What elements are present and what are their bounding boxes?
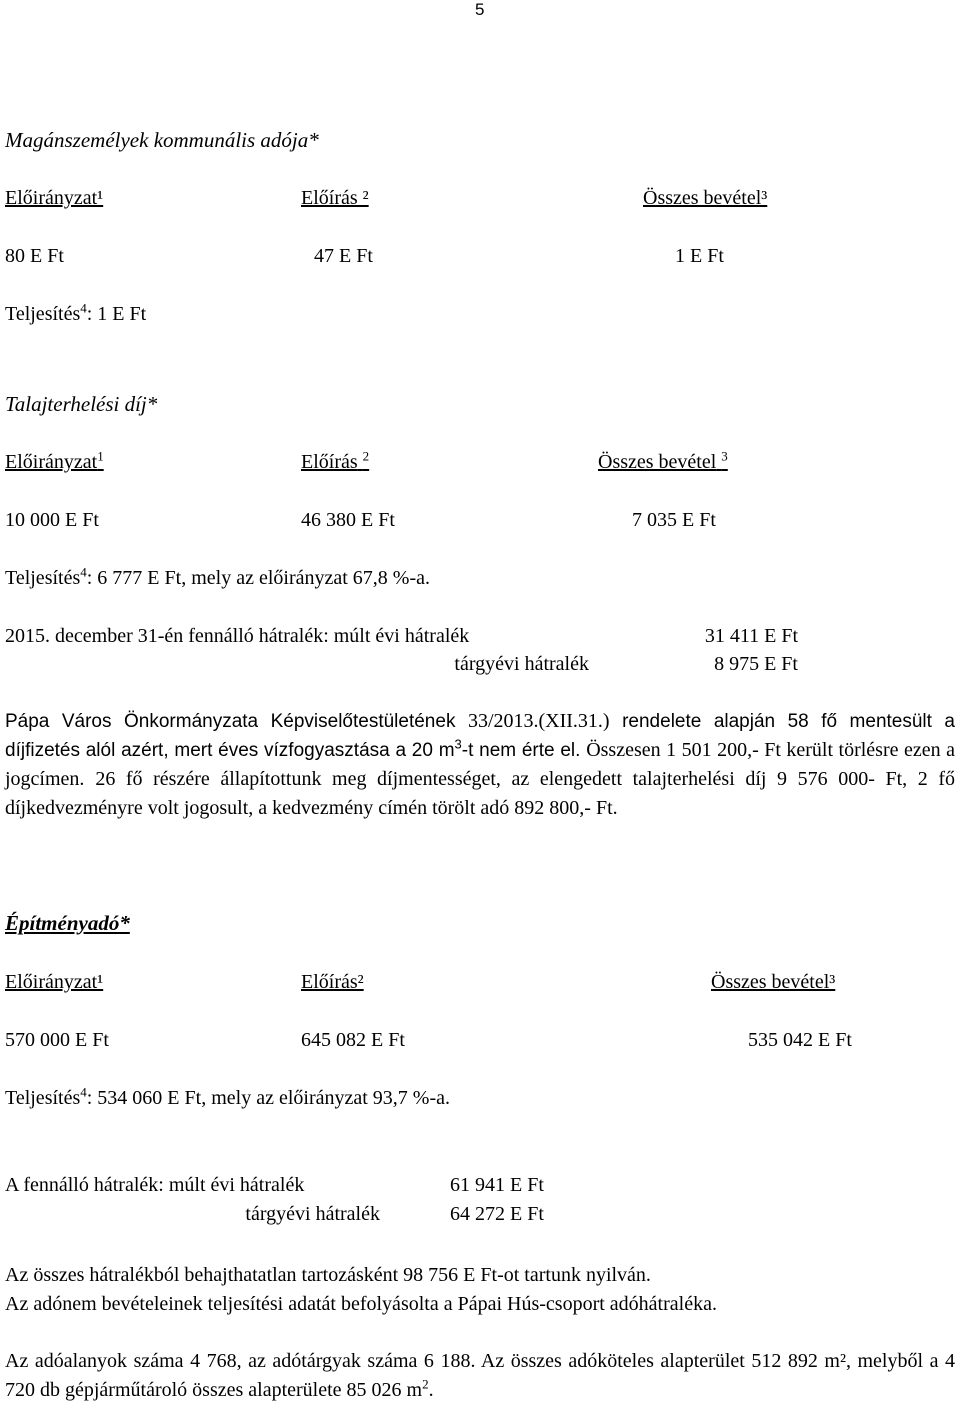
- behajthatatlan-text: [5, 1261, 955, 1319]
- header-eloiras: [301, 450, 369, 474]
- teljesites-value: : 534 060 E Ft, mely az előirányzat 93,7 %-a.: [86, 1087, 450, 1109]
- para-text: Összesen 1 501 200,- Ft került törlésre ezen a jogcímen.: [5, 739, 955, 790]
- footnote-ref: 4: [80, 564, 87, 580]
- footnote-ref: 3: [721, 448, 728, 464]
- footnote-ref: 4: [80, 300, 87, 316]
- para-text: -t nem érte el.: [461, 740, 581, 761]
- para-text: Pápa Város Önkormányzata Képviselőtestületének: [5, 711, 456, 732]
- teljesites-line: [5, 566, 430, 590]
- footnote-ref: 1: [97, 448, 104, 464]
- teljesites-label: Teljesítés: [5, 303, 81, 325]
- para-text: rendelete alapján 58 fő mentesült a díjfizetés alól azért, mert éves vízfogyasztása a 20 m: [5, 711, 955, 761]
- teljesites-label: Teljesítés: [5, 567, 81, 589]
- teljesites-value: : 1 E Ft: [86, 303, 147, 325]
- value-eloiras: 46 380 E Ft: [301, 509, 395, 531]
- section-title-kommunalis: Magánszemélyek kommunális adója*: [5, 128, 319, 152]
- hatralek-value-mult: 61 941 E Ft: [450, 1174, 544, 1196]
- hatralek-label-targyevi: tárgyévi hátralék: [245, 1203, 380, 1225]
- text-line: Az adónem bevételeinek teljesítési adatát befolyásolta a Pápai Hús-csoport adóhátraléka.: [5, 1293, 717, 1315]
- text-line: Az adóalanyok száma 4 768, az adótárgyak száma 6 188. Az összes adóköteles alapterület 512 892 m², melyből a 4 720 db gépjárműtároló összes alapterülete 85 026 m: [5, 1350, 955, 1401]
- header-label: Összes bevétel: [598, 451, 717, 473]
- hatralek-value-targyevi: 8 975 E Ft: [714, 653, 798, 675]
- value-eloiranyzat: 10 000 E Ft: [5, 509, 99, 531]
- para-text: 26 fő részére állapítottunk meg díjmentességet, az elengedett talajterhelési díj 9 576 000- Ft, 2 fő díjkedvezményre volt jogosult, a kedvezmény címén törölt adó 892 800,- Ft.: [5, 768, 955, 819]
- section-title-epitmenyado: Építményadó*: [5, 911, 130, 935]
- header-osszes-bevetel: Összes bevétel³: [711, 971, 836, 993]
- value-eloiras: 47 E Ft: [314, 245, 373, 267]
- header-eloiranyzat: Előirányzat¹: [5, 971, 104, 993]
- text-line: .: [428, 1379, 434, 1401]
- page-number: 5: [475, 0, 485, 19]
- hatralek-value-targyevi: 64 272 E Ft: [450, 1203, 544, 1225]
- teljesites-line: [5, 1086, 450, 1110]
- rendelet-number: 33/2013.(XII.31.): [467, 710, 610, 732]
- header-eloiranyzat: Előirányzat¹: [5, 187, 104, 209]
- header-osszes-bevetel: [598, 450, 728, 474]
- header-eloiras: Előírás ²: [301, 187, 369, 209]
- header-label: Előírás: [301, 451, 358, 473]
- text-line: Az összes hátralékból behajthatatlan tartozásként 98 756 E Ft-ot tartunk nyilván.: [5, 1264, 651, 1286]
- header-eloiras: Előírás²: [301, 971, 364, 993]
- header-eloiranyzat: [5, 450, 104, 474]
- footnote-ref: 2: [362, 448, 370, 464]
- hatralek-label-mult: 2015. december 31-én fennálló hátralék: múlt évi hátralék: [5, 625, 470, 647]
- header-label: Előirányzat: [5, 451, 98, 473]
- adoalanyok-paragraph: [5, 1347, 955, 1405]
- hatralek-label-targyevi: tárgyévi hátralék: [454, 653, 589, 675]
- section-title-talajterhelesi: Talajterhelési díj*: [5, 392, 158, 416]
- teljesites-label: Teljesítés: [5, 1087, 81, 1109]
- value-osszes-bevetel: 7 035 E Ft: [632, 509, 716, 531]
- value-eloiras: 645 082 E Ft: [301, 1029, 405, 1051]
- hatralek-label-mult: A fennálló hátralék: múlt évi hátralék: [5, 1174, 305, 1196]
- value-eloiranyzat: 570 000 E Ft: [5, 1029, 109, 1051]
- header-osszes-bevetel: Összes bevétel³: [643, 187, 768, 209]
- value-osszes-bevetel: 535 042 E Ft: [748, 1029, 852, 1051]
- footnote-ref: 2: [422, 1376, 429, 1392]
- footnote-ref: 3: [454, 736, 462, 752]
- footnote-ref: 4: [80, 1084, 87, 1100]
- hatralek-value-mult: 31 411 E Ft: [704, 625, 798, 647]
- value-eloiranyzat: 80 E Ft: [5, 245, 64, 267]
- value-osszes-bevetel: 1 E Ft: [675, 245, 724, 267]
- teljesites-value: : 6 777 E Ft, mely az előirányzat 67,8 %-a.: [86, 567, 430, 589]
- teljesites-line: [5, 302, 146, 326]
- mentesseg-paragraph: [5, 707, 955, 823]
